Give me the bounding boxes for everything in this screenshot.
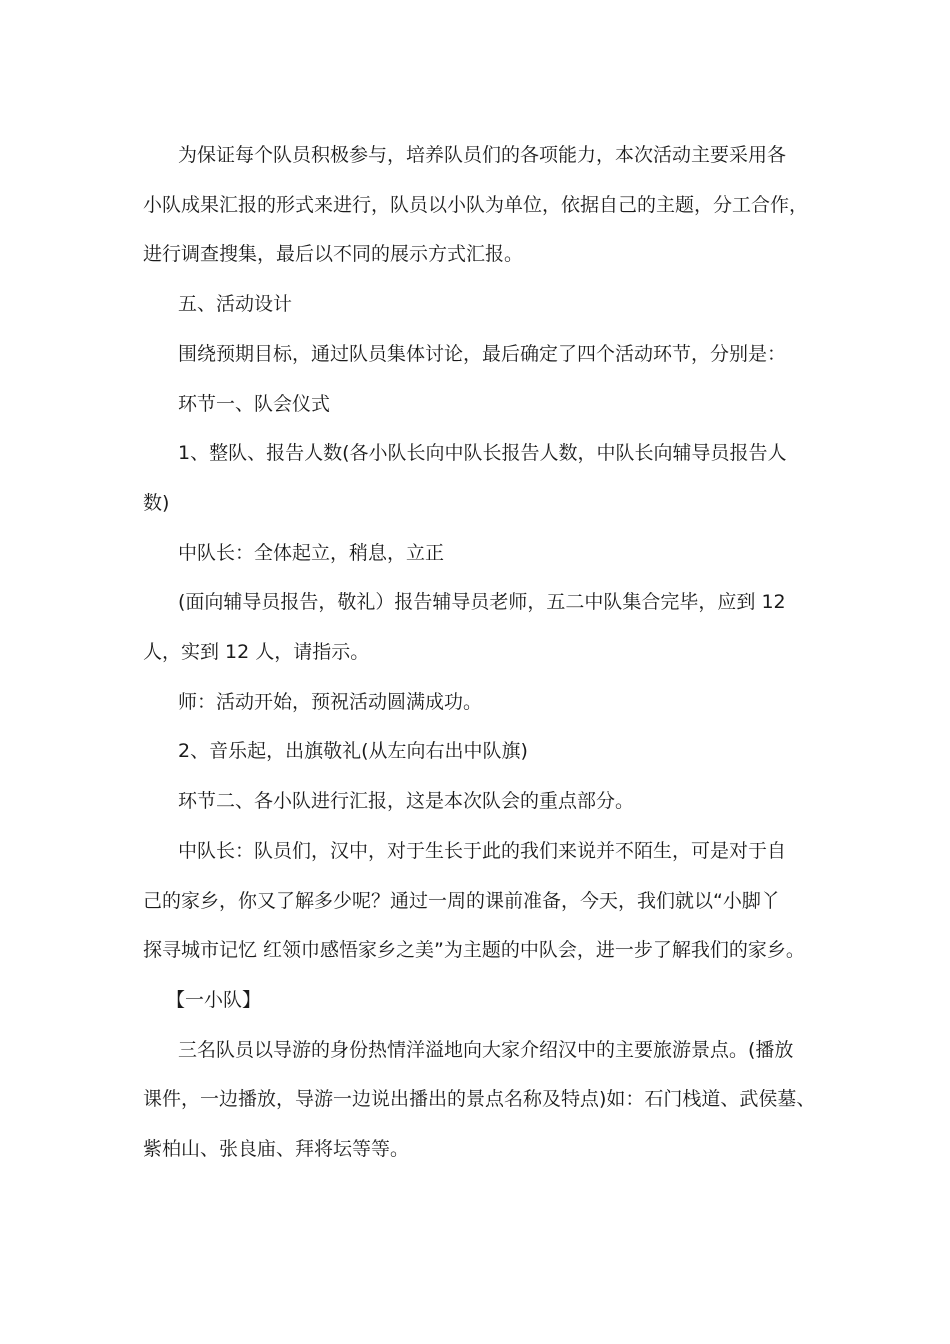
paragraph — [143, 578, 823, 677]
text-line: 中队长：队员们，汉中，对于生长于此的我们来说并不陌生，可是对于自 — [178, 839, 787, 862]
text-line: 1、整队、报告人数(各小队长向中队长报告人数，中队长向辅导员报告人 — [178, 442, 787, 465]
subsection-heading — [143, 380, 823, 430]
text-line: 环节一、队会仪式 — [178, 392, 331, 415]
paragraph — [143, 330, 823, 380]
document-body — [143, 131, 823, 1175]
team-heading — [143, 976, 823, 1026]
paragraph — [143, 678, 823, 728]
paragraph — [143, 131, 823, 280]
paragraph — [143, 529, 823, 579]
text-line: 环节二、各小队进行汇报，这是本次队会的重点部分。 — [178, 790, 635, 813]
text-line: 围绕预期目标，通过队员集体讨论，最后确定了四个活动环节，分别是： — [178, 342, 787, 365]
paragraph — [143, 827, 823, 976]
text-line: 己的家乡，你又了解多少呢？通过一周的课前准备，今天，我们就以“小脚丫 — [143, 889, 780, 912]
paragraph — [143, 727, 823, 777]
text-line: 人，实到 12 人，请指示。 — [143, 641, 370, 664]
text-line: 三名队员以导游的身份热情洋溢地向大家介绍汉中的主要旅游景点。(播放 — [178, 1038, 794, 1061]
text-line: 小队成果汇报的形式来进行，队员以小队为单位，依据自己的主题，分工合作， — [143, 193, 809, 216]
text-line: 为保证每个队员积极参与，培养队员们的各项能力，本次活动主要采用各 — [178, 144, 787, 166]
text-line: 课件，一边播放，导游一边说出播出的景点名称及特点)如：石门栈道、武侯墓、 — [143, 1088, 816, 1111]
text-line: 探寻城市记忆 红领巾感悟家乡之美”为主题的中队会，进一步了解我们的家乡。 — [143, 939, 805, 962]
text-line: 五、活动设计 — [178, 293, 293, 316]
text-line: 紫柏山、张良庙、拜将坛等等。 — [143, 1138, 410, 1161]
section-heading — [143, 280, 823, 330]
text-line: 进行调查搜集，最后以不同的展示方式汇报。 — [143, 243, 524, 266]
text-line: 数) — [143, 491, 170, 514]
text-line: 师：活动开始，预祝活动圆满成功。 — [178, 690, 483, 713]
paragraph — [143, 429, 823, 528]
paragraph — [143, 1026, 823, 1175]
text-line: (面向辅导员报告，敬礼）报告辅导员老师，五二中队集合完毕，应到 12 — [178, 591, 786, 614]
subsection-heading — [143, 777, 823, 827]
text-line: 2、音乐起，出旗敬礼(从左向右出中队旗) — [178, 740, 528, 763]
text-line: 中队长：全体起立，稍息，立正 — [178, 541, 445, 564]
text-line: 【一小队】 — [166, 988, 262, 1011]
